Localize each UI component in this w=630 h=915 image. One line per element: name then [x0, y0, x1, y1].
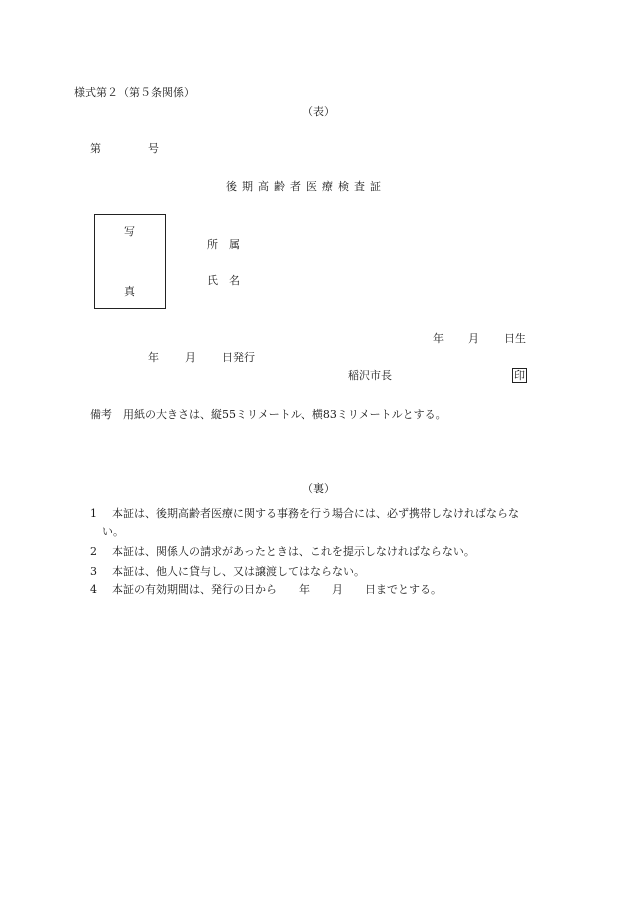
photo-label-top: 写 [124, 225, 135, 238]
document-title: 後期高齢者医療検査証 [226, 180, 386, 193]
back-item-4-text: 本証の有効期間は、発行の日から 年 月 日までとする。 [112, 583, 442, 596]
photo-box [94, 214, 166, 309]
form-reference: 様式第２（第５条関係） [74, 86, 195, 99]
affiliation-label: 所 属 [207, 238, 240, 251]
back-item-2-number: 2 [90, 545, 97, 558]
issue-day: 日発行 [222, 351, 255, 364]
birth-month: 月 [468, 332, 479, 345]
name-label: 氏 名 [207, 274, 240, 287]
birth-year: 年 [433, 332, 444, 345]
issue-month: 月 [185, 351, 196, 364]
back-item-1-number: 1 [90, 507, 97, 520]
back-item-4-number: 4 [90, 583, 97, 596]
back-side-label: （裏） [302, 482, 335, 495]
back-item-1-continuation: い。 [102, 525, 124, 538]
front-side-label: （表） [302, 105, 335, 118]
number-suffix: 号 [148, 142, 159, 155]
seal-mark [512, 368, 527, 383]
back-item-2-text: 本証は、関係人の請求があったときは、これを提示しなければならない。 [112, 545, 475, 558]
photo-label-bottom: 真 [124, 285, 135, 298]
seal-label: 印 [514, 369, 525, 382]
number-prefix: 第 [90, 142, 101, 155]
back-item-1-text: 本証は、後期高齢者医療に関する事務を行う場合には、必ず携帯しなければならな [112, 507, 519, 520]
issue-year: 年 [148, 351, 159, 364]
issuer-title: 稲沢市長 [348, 369, 392, 382]
back-item-3-number: 3 [90, 565, 97, 578]
birth-day: 日生 [504, 332, 526, 345]
remarks: 備考 用紙の大きさは、縦55ミリメートル、横83ミリメートルとする。 [90, 408, 447, 421]
back-item-3-text: 本証は、他人に貸与し、又は譲渡してはならない。 [112, 565, 365, 578]
